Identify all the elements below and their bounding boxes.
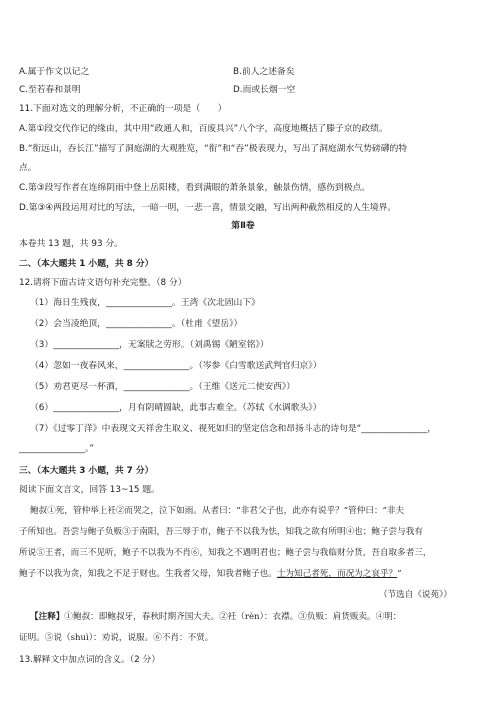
q11-option-a: A.第①段交代作记的缘由，其中用“政通人和，百废具兴”八个字，高度地概括了滕子京的政绩。 (19, 124, 388, 134)
passage-line-2: 子所知也。吾尝与鲍子负贩③于南阳，吾三辱于市，鲍子不以我为怯，知我之欲有所明④也；鲍子尝与我有 (19, 527, 423, 537)
q13-stem: 13.解释文中加点词的含义。（2 分） (19, 655, 161, 665)
q12-item-4: （4）忽如一夜春风来，_______________。（岑参《白雪歌送武判官归京》） (30, 361, 322, 371)
q10-option-d: D.而或长烟一空 (233, 85, 296, 95)
passage-underlined-sentence: 士为知己者死，而况为之哀乎？ (276, 569, 398, 579)
q12-stem: 12.请将下面古诗文语句补充完整。（8 分） (19, 278, 187, 288)
q10-option-c: C.至若春和景明 (19, 85, 81, 95)
q11-stem: 11.下面对选文的理解分析，不正确的一项是（ ） (19, 104, 227, 114)
notes-line-1 (0, 611, 500, 623)
passage-end-quote: ” (397, 569, 402, 579)
q12-item-1: （1）海日生残夜，_______________。王湾《次北固山下》 (30, 298, 260, 308)
q12-item-3: （3）_______________，无案牍之劳形。（刘禹锡《陋室铭》） (30, 340, 269, 350)
passage-line-3: 所说⑤王者，而三不见听，鲍子不以我为不肖⑥，知我之不遇明君也；鲍子尝与我临财分货，吾自取多者三， (19, 548, 432, 558)
q11-option-b-line2: 点。 (19, 163, 37, 173)
q12-item-7-line2: _______________。” (19, 444, 94, 454)
passage-line-1: 鲍叔①死，管仲举上衽②而哭之，泣下如雨。从者曰：“非君父子也，此亦有说乎？”管仲曰：“非夫 (30, 506, 405, 516)
q10-option-row-1 (0, 66, 500, 78)
volume-title: 第Ⅱ卷 (231, 221, 255, 231)
notes-line-2: 证明。⑤说（shuì）：劝说，说服。⑥不肖：不贤。 (19, 633, 214, 643)
passage-source: （节选自《说苑》） (378, 590, 452, 600)
q12-item-7-line1: （7）《过零丁洋》中表现文天祥舍生取义、视死如归的坚定信念和昂扬斗志的诗句是“_______________， (30, 424, 437, 434)
passage-line-4 (0, 568, 500, 580)
volume-intro: 本卷共 13 题，共 93 分。 (19, 239, 123, 249)
section-2-heading: 二、（本大题共 1 小题，共 8 分） (19, 259, 154, 269)
q12-item-6: （6）_______________，月有阴晴圆缺，此事古难全。（苏轼《水调歌头》） (30, 403, 322, 413)
passage-line-4-text: 鲍子不以我为贪，知我之不足于财也。生我者父母，知我者鲍子也。 (19, 569, 277, 579)
section-3-instruction: 阅读下面文言文，回答 13~15 题。 (19, 485, 160, 495)
q11-option-b-line1: B.“衔远山，吞长江”描写了洞庭湖的大观胜览，“衔”和“吞”极表现力，写出了洞庭湖水气势磅礴的特 (19, 144, 408, 154)
q10-option-row-2 (0, 84, 500, 96)
q11-option-d: D.第③④两段运用对比的写法，一暗一明，一悲一喜，情景交融，写出两种截然相反的人生境界。 (19, 203, 397, 213)
q12-item-5: （5）劝君更尽一杯酒，_______________。（王维《送元二使安西》） (30, 382, 296, 392)
q11-option-c: C.第③段写作者在连绵阴雨中登上岳阳楼，看到满眼的萧条景象，触景伤情，感伤到极点。 (19, 183, 371, 193)
q10-option-b: B.前人之述备矣 (233, 67, 295, 77)
section-3-heading: 三、（本大题共 3 小题，共 7 分） (19, 466, 154, 476)
notes-text-1: ①鲍叔：即鲍叔牙，春秋时期齐国大夫。②衽（rèn）：衣襟。③负贩：肩货贩卖。④明： (64, 612, 402, 622)
q10-option-a: A.属于作文以记之 (19, 67, 90, 77)
notes-label: 【注释】 (30, 612, 65, 622)
q12-item-2: （2）会当凌绝顶，_______________。（杜甫《望岳》） (30, 319, 243, 329)
